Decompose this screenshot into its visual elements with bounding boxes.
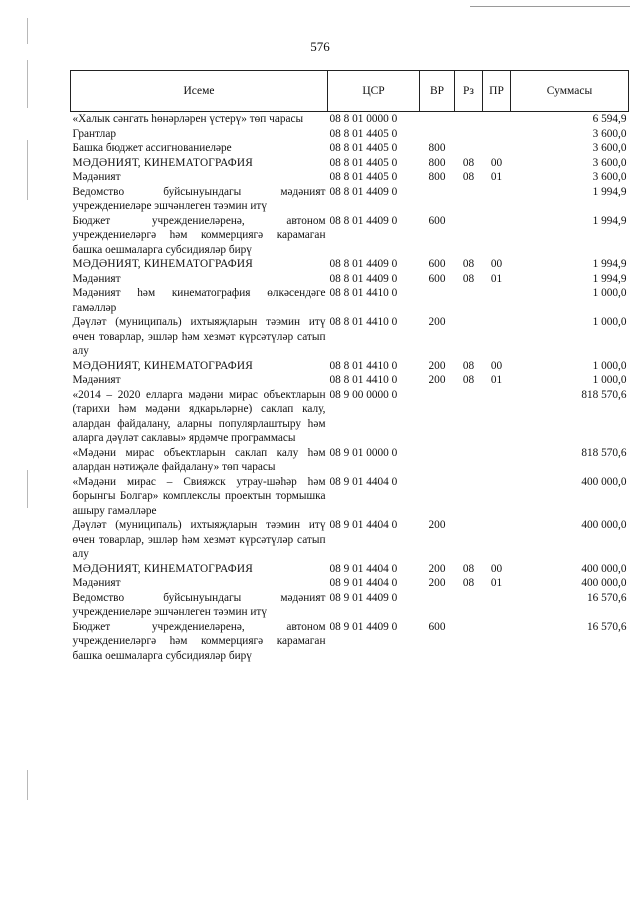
top-rule [470,6,630,7]
table-row [71,620,629,664]
cell-vr: 800 [428,156,446,169]
cell-rz [455,446,483,475]
table-row [71,170,629,185]
cell-sum: 400 000,0 [581,577,627,589]
margin-mark [27,470,28,508]
cell-rz [455,112,483,127]
cell-rz: 08 [462,258,475,270]
table-row [71,286,629,315]
cell-csr: 08 9 01 4404 0 [329,577,398,589]
column-header-sum: Суммасы [511,71,629,112]
cell-csr: 08 8 01 4409 0 [329,258,398,270]
cell-vr: 800 [428,171,446,183]
cell-csr: 08 9 01 4404 0 [329,519,398,531]
cell-sum: 400 000,0 [581,562,627,575]
table-row [71,446,629,475]
cell-csr: 08 8 01 4409 0 [329,272,398,285]
cell-csr: 08 8 01 4410 0 [329,287,398,299]
cell-sum: 3 600,0 [592,156,627,169]
cell-sum: 400 000,0 [581,519,627,531]
cell-vr [420,388,455,446]
cell-csr: 08 9 01 4409 0 [329,620,398,633]
cell-sum: 1 000,0 [592,374,627,386]
cell-rz [455,388,483,446]
cell-sum: 1 000,0 [592,287,627,299]
margin-mark [27,140,28,200]
budget-table [70,70,629,663]
cell-sum: 1 994,9 [592,214,627,227]
cell-sum: 3 600,0 [592,127,627,140]
cell-sum: 1 994,9 [592,258,627,270]
cell-rz [455,214,483,258]
cell-sum: 1 994,9 [592,185,627,198]
cell-vr: 200 [428,359,446,372]
cell-csr: 08 8 01 4410 0 [329,374,398,386]
cell-rz [455,286,483,315]
cell-name: Мәдәният [72,272,121,285]
cell-pr [483,127,511,142]
table-row [71,257,629,272]
table-row [71,185,629,214]
cell-vr: 600 [428,258,446,270]
cell-pr: 00 [490,359,503,372]
cell-sum: 3 600,0 [592,171,627,183]
cell-rz [455,620,483,664]
cell-pr [483,315,511,359]
cell-rz: 08 [462,359,475,372]
cell-rz [455,591,483,620]
cell-sum: 818 570,6 [581,446,627,459]
cell-sum: 16 570,6 [586,620,627,633]
cell-name: Ведомство буйсынуындагы мәдәният учреждениеләре эшчәнлеген тәэмин итү [72,591,326,618]
cell-name: Мәдәният [72,577,121,589]
table-row [71,214,629,258]
cell-rz: 08 [462,156,475,169]
cell-name: МӘДӘНИЯТ, КИНЕМАТОГРАФИЯ [72,359,253,372]
cell-name: Бюджет учреждениеләренә, автоном учреждениеләргә һәм коммерциягә карамаган башка оешмаларга субсидияләр бирү [72,214,326,256]
cell-sum: 6 594,9 [592,113,627,125]
cell-name: МӘДӘНИЯТ, КИНЕМАТОГРАФИЯ [72,156,253,169]
cell-vr: 600 [428,620,446,633]
page-number: 576 [310,39,330,54]
cell-vr [420,446,455,475]
cell-vr [420,112,455,127]
cell-name: Грантлар [72,127,116,140]
cell-csr: 08 8 01 4405 0 [329,171,398,183]
column-header-csr: ЦСР [328,71,420,112]
cell-csr: 08 9 00 0000 0 [329,388,398,401]
cell-csr: 08 9 01 0000 0 [329,446,398,459]
cell-csr: 08 9 01 4404 0 [329,475,398,488]
cell-csr: 08 9 01 4409 0 [329,591,398,604]
table-row [71,388,629,446]
cell-vr [420,591,455,620]
margin-mark [27,60,28,108]
column-header-rz: Рз [455,71,483,112]
cell-vr [420,286,455,315]
cell-name: «Мәдәни мирас – Свияжск утрау-шәһәр һәм борынгы Болгар» комплекслы проектын тормышка ашыру гамәлләре [72,475,326,517]
cell-csr: 08 8 01 4405 0 [329,156,398,169]
cell-name: Башка бюджет ассигнованиеләре [72,142,232,154]
cell-pr [483,620,511,664]
cell-sum: 818 570,6 [581,388,627,401]
cell-rz [455,315,483,359]
cell-sum: 1 994,9 [592,272,627,285]
cell-csr: 08 8 01 4405 0 [329,127,398,140]
cell-pr: 01 [490,171,503,183]
table-row [71,518,629,562]
cell-pr [483,475,511,519]
cell-vr: 200 [428,374,446,386]
cell-vr: 200 [428,519,446,531]
cell-csr: 08 8 01 4409 0 [329,185,398,198]
table-row [71,475,629,519]
cell-sum: 16 570,6 [586,591,627,604]
cell-pr: 00 [490,156,503,169]
table-row [71,359,629,374]
cell-name: «Халык сәнгать һөнәрләрен үстерү» төп чарасы [72,113,304,125]
cell-rz: 08 [462,577,475,589]
cell-name: Дәүләт (муниципаль) ихтыяҗларын тәэмин итү өчен товарлар, эшләр һәм хезмәт күрсәтүләр сатып алу [72,316,326,357]
cell-rz [455,475,483,519]
cell-csr: 08 8 01 4409 0 [329,214,398,227]
cell-name: «Мәдәни мирас объектларын саклап калу һәм алардан нәтиҗәле файдалану» төп чарасы [72,446,326,473]
cell-rz [455,518,483,562]
cell-vr: 600 [428,272,446,285]
cell-rz [455,127,483,142]
cell-name: Бюджет учреждениеләренә, автоном учреждениеләргә һәм коммерциягә карамаган башка оешмаларга субсидияләр бирү [72,620,326,662]
cell-pr: 00 [490,562,503,575]
cell-pr [483,446,511,475]
margin-mark [27,770,28,800]
cell-vr: 200 [428,316,446,328]
cell-csr: 08 8 01 4405 0 [329,142,398,154]
cell-vr [420,185,455,214]
cell-sum: 3 600,0 [592,142,627,154]
column-header-vr: ВР [420,71,455,112]
table-row [71,272,629,287]
cell-csr: 08 8 01 4410 0 [329,359,398,372]
cell-name: Мәдәният [72,171,121,183]
cell-rz: 08 [462,374,475,386]
table-row [71,562,629,577]
cell-csr: 08 9 01 4404 0 [329,562,398,575]
cell-vr [420,475,455,519]
cell-pr: 01 [490,577,503,589]
cell-pr [483,141,511,156]
cell-pr [483,214,511,258]
cell-name: Дәүләт (муниципаль) ихтыяҗларын тәэмин итү өчен товарлар, эшләр һәм хезмәт күрсәтүләр сатып алу [72,519,326,560]
cell-csr: 08 8 01 0000 0 [329,113,398,125]
table-row [71,315,629,359]
cell-rz: 08 [462,272,475,285]
cell-pr [483,518,511,562]
cell-pr [483,185,511,214]
table-row [71,576,629,591]
table-row [71,373,629,388]
cell-rz [455,185,483,214]
cell-pr: 01 [490,374,503,386]
cell-rz [455,141,483,156]
cell-vr [420,127,455,142]
cell-sum: 1 000,0 [592,316,627,328]
cell-sum: 400 000,0 [581,475,627,488]
table-row [71,156,629,171]
cell-vr: 200 [428,562,446,575]
table-row [71,127,629,142]
cell-vr: 200 [428,577,446,589]
cell-vr: 600 [428,214,446,227]
cell-rz: 08 [462,171,475,183]
cell-vr: 800 [428,142,446,154]
cell-pr [483,286,511,315]
cell-name: Мәдәният [72,374,121,386]
cell-pr [483,112,511,127]
table-row [71,591,629,620]
cell-pr [483,591,511,620]
cell-pr: 01 [490,272,503,285]
cell-name: МӘДӘНИЯТ, КИНЕМАТОГРАФИЯ [72,562,253,575]
table-row [71,112,629,127]
column-header-pr: ПР [483,71,511,112]
table-row [71,141,629,156]
table-body [71,112,629,664]
cell-name: «2014 – 2020 елларга мәдәни мирас объектларын (тарихи һәм мәдәни ядкарьләрне) саклап калу, алардан файдалану, аларны популярлаштыру һәм аларга дәүләт саклавы» ярдәмче программасы [72,388,326,444]
cell-pr: 00 [490,258,503,270]
table-header [71,71,629,112]
cell-name: МӘДӘНИЯТ, КИНЕМАТОГРАФИЯ [72,258,253,270]
cell-sum: 1 000,0 [592,359,627,372]
cell-csr: 08 8 01 4410 0 [329,316,398,328]
column-header-name: Исеме [71,71,328,112]
cell-name: Ведомство буйсынуындагы мәдәният учреждениеләре эшчәнлеген тәэмин итү [72,185,326,212]
cell-name: Мәдәният һәм кинематография өлкәсендәге гамәлләр [72,287,326,314]
cell-pr [483,388,511,446]
cell-rz: 08 [462,562,475,575]
